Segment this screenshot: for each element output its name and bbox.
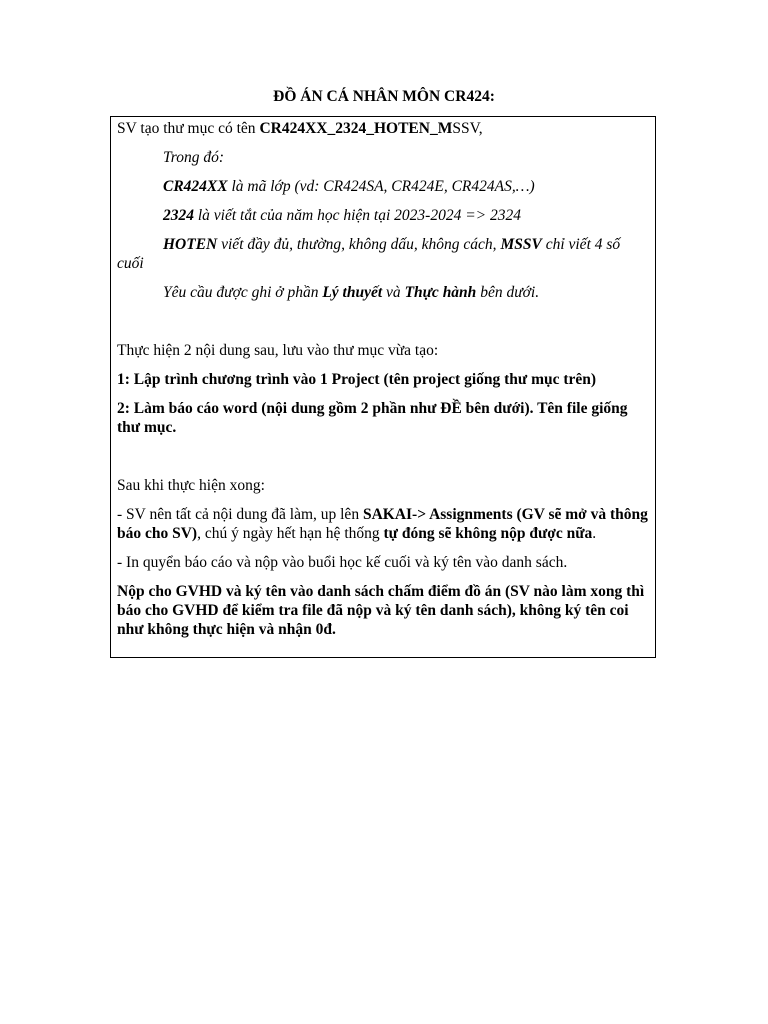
folder-name-line <box>117 119 649 138</box>
task-2: 2: Làm báo cáo word (nội dung gồm 2 phần như ĐỀ bên dưới). Tên file giống thư mục. <box>117 400 628 436</box>
year-line <box>117 206 649 225</box>
spacer <box>117 312 649 331</box>
req-post: bên dưới. <box>476 284 540 301</box>
trong-do: Trong đó: <box>163 149 225 166</box>
folder-name: CR424XX_2324_HOTEN_M <box>259 120 453 137</box>
name-line <box>117 235 649 273</box>
sakai-line <box>117 505 649 543</box>
sakai-mid: , chú ý ngày hết hạn hệ thống <box>197 525 384 542</box>
instruction-box <box>110 116 656 658</box>
sakai-post: . <box>592 525 597 542</box>
req-practice: Thực hành <box>404 284 477 301</box>
class-code-desc: là mã lớp (vd: CR424SA, CR424E, CR424AS,…) <box>227 178 535 195</box>
print-line: - In quyển báo cáo và nộp vào buổi học kế cuối và ký tên vào danh sách. <box>117 554 568 571</box>
spacer <box>117 447 649 466</box>
req-mid: và <box>382 284 405 301</box>
sakai-assignments: SAKAI-> Assignments (GV sẽ mở và thông báo cho SV) <box>117 506 648 542</box>
sakai-pre: - SV nên tất cả nội dung đã làm, up lên <box>117 506 363 523</box>
req-theory: Lý thuyết <box>322 284 383 301</box>
task-intro: Thực hiện 2 nội dung sau, lưu vào thư mục vừa tạo: <box>117 342 439 359</box>
folder-text: SV tạo thư mục có tên <box>117 120 260 137</box>
task-1: 1: Lập trình chương trình vào 1 Project (tên project giống thư mục trên) <box>117 371 597 388</box>
requirement-line <box>117 283 649 302</box>
sakai-deadline: tự đóng sẽ không nộp được nữa <box>383 525 593 542</box>
class-code-line <box>117 177 649 196</box>
year-code: 2324 <box>163 207 194 224</box>
year-desc: là viết tắt của năm học hiện tại 2023-2024 => 2324 <box>194 207 521 224</box>
after-heading: Sau khi thực hiện xong: <box>117 477 265 494</box>
req-pre: Yêu cầu được ghi ở phần <box>163 284 323 301</box>
final-note: Nộp cho GVHD và ký tên vào danh sách chấm điểm đồ án (SV nào làm xong thì báo cho GVHD để kiểm tra file đã nộp và ký tên danh sách), không ký tên coi như không thực hiện và nhận 0đ. <box>117 583 645 638</box>
mssv-desc: chỉ viết 4 số cuối <box>117 236 621 272</box>
hoten-code: HOTEN <box>163 236 218 253</box>
class-code: CR424XX <box>163 178 228 195</box>
page-title: ĐỒ ÁN CÁ NHÂN MÔN CR424: <box>273 88 495 105</box>
hoten-desc: viết đầy đủ, thường, không dấu, không cách, <box>217 236 501 253</box>
mssv-code: MSSV <box>500 236 542 253</box>
folder-punct: , <box>478 120 483 137</box>
folder-name-suffix: SSV <box>452 120 479 137</box>
